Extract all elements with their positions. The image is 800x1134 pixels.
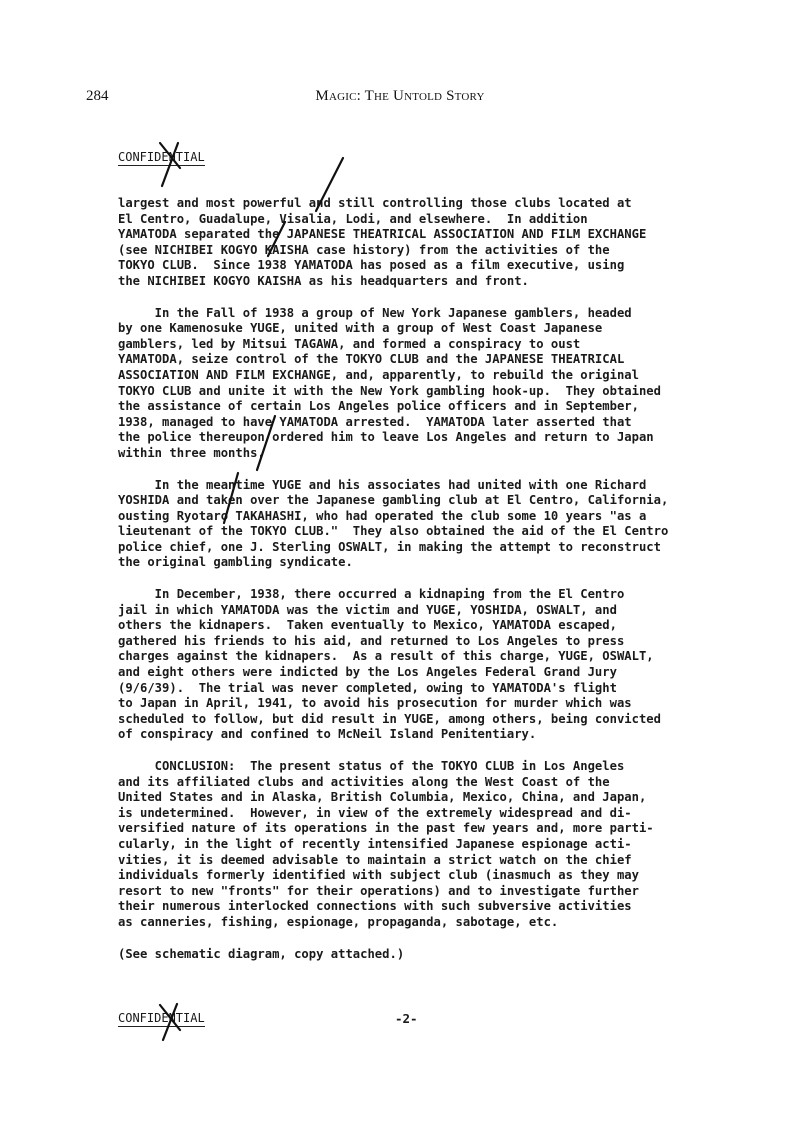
document-body xyxy=(118,196,738,962)
text-line: of conspiracy and confined to McNeil Island Penitentiary. xyxy=(118,727,537,742)
text-line: vities, it is deemed advisable to maintain a strict watch on the chief xyxy=(118,852,632,867)
text-line: the original gambling syndicate. xyxy=(118,555,353,570)
paragraph xyxy=(118,947,738,963)
text-line: others the kidnapers. Taken eventually to Mexico, YAMATODA escaped, xyxy=(118,618,617,633)
text-line: to Japan in April, 1941, to avoid his prosecution for murder which was xyxy=(118,696,632,711)
confidential-stamp-bottom: CONFIDENTIAL xyxy=(118,1011,205,1025)
text-line: individuals formerly identified with subject club (inasmuch as they may xyxy=(118,868,639,883)
text-line: scheduled to follow, but did result in YUGE, among others, being convicted xyxy=(118,711,661,726)
text-line: United States and in Alaska, British Columbia, Mexico, China, and Japan, xyxy=(118,790,647,805)
text-line: the NICHIBEI KOGYO KAISHA as his headquarters and front. xyxy=(118,273,529,288)
text-line: their numerous interlocked connections with such subversive activities xyxy=(118,899,632,914)
text-line: In the Fall of 1938 a group of New York Japanese gamblers, headed xyxy=(118,305,632,320)
paragraph xyxy=(118,196,738,290)
text-line: El Centro, Guadalupe, Visalia, Lodi, and elsewhere. In addition xyxy=(118,211,588,226)
text-line: by one Kamenosuke YUGE, united with a group of West Coast Japanese xyxy=(118,321,603,336)
text-line: (see NICHIBEI KOGYO KAISHA case history) from the activities of the xyxy=(118,242,610,257)
paragraph xyxy=(118,306,738,462)
text-line: resort to new "fronts" for their operations) and to investigate further xyxy=(118,883,639,898)
text-line: the assistance of certain Los Angeles police officers and in September, xyxy=(118,399,639,414)
text-line: YOSHIDA and taken over the Japanese gambling club at El Centro, California, xyxy=(118,493,669,508)
text-line: YAMATODA separated the JAPANESE THEATRICAL ASSOCIATION AND FILM EXCHANGE xyxy=(118,227,647,242)
text-line: gathered his friends to his aid, and returned to Los Angeles to press xyxy=(118,633,625,648)
text-line: the police thereupon ordered him to leave Los Angeles and return to Japan xyxy=(118,430,654,445)
text-line: charges against the kidnapers. As a result of this charge, YUGE, OSWALT, xyxy=(118,649,654,664)
text-line: (9/6/39). The trial was never completed, owing to YAMATODA's flight xyxy=(118,680,617,695)
text-line: and eight others were indicted by the Los Angeles Federal Grand Jury xyxy=(118,665,617,680)
paragraph xyxy=(118,759,738,931)
text-line: In the meantime YUGE and his associates had united with one Richard xyxy=(118,477,647,492)
paragraph xyxy=(118,587,738,743)
page-number: 284 xyxy=(86,88,109,104)
text-line: gamblers, led by Mitsui TAGAWA, and formed a conspiracy to oust xyxy=(118,336,581,351)
text-line: CONCLUSION: The present status of the TOKYO CLUB in Los Angeles xyxy=(118,759,625,773)
text-line: largest and most powerful and still controlling those clubs located at xyxy=(118,196,632,210)
text-line: ASSOCIATION AND FILM EXCHANGE, and, apparently, to rebuild the original xyxy=(118,367,639,382)
text-line: police chief, one J. Sterling OSWALT, in making the attempt to reconstruct xyxy=(118,539,661,554)
text-line: cularly, in the light of recently intensified Japanese espionage acti- xyxy=(118,836,632,851)
text-line: versified nature of its operations in the past few years and, more parti- xyxy=(118,821,654,836)
text-line: 1938, managed to have YAMATODA arrested. YAMATODA later asserted that xyxy=(118,414,632,429)
text-line: (See schematic diagram, copy attached.) xyxy=(118,946,405,961)
text-line: jail in which YAMATODA was the victim and YUGE, YOSHIDA, OSWALT, and xyxy=(118,602,617,617)
running-title: Magic: The Untold Story xyxy=(315,88,485,104)
text-line: is undetermined. However, in view of the extremely widespread and di- xyxy=(118,805,632,820)
text-line: YAMATODA, seize control of the TOKYO CLUB and the JAPANESE THEATRICAL xyxy=(118,352,625,367)
footer-page-label: -2- xyxy=(395,1011,418,1026)
text-line: and its affiliated clubs and activities along the West Coast of the xyxy=(118,774,610,789)
text-line: TOKYO CLUB and unite it with the New York gambling hook-up. They obtained xyxy=(118,383,661,398)
paragraph xyxy=(118,478,738,572)
text-line: as canneries, fishing, espionage, propaganda, sabotage, etc. xyxy=(118,914,559,929)
confidential-stamp-top: CONFIDENTIAL xyxy=(118,150,205,164)
text-line: TOKYO CLUB. Since 1938 YAMATODA has posed as a film executive, using xyxy=(118,258,625,273)
text-line: lieutenant of the TOKYO CLUB." They also obtained the aid of the El Centro xyxy=(118,524,669,539)
text-line: within three months. xyxy=(118,445,265,460)
text-line: ousting Ryotaro TAKAHASHI, who had operated the club some 10 years "as a xyxy=(118,508,647,523)
text-line: In December, 1938, there occurred a kidnaping from the El Centro xyxy=(118,587,625,602)
